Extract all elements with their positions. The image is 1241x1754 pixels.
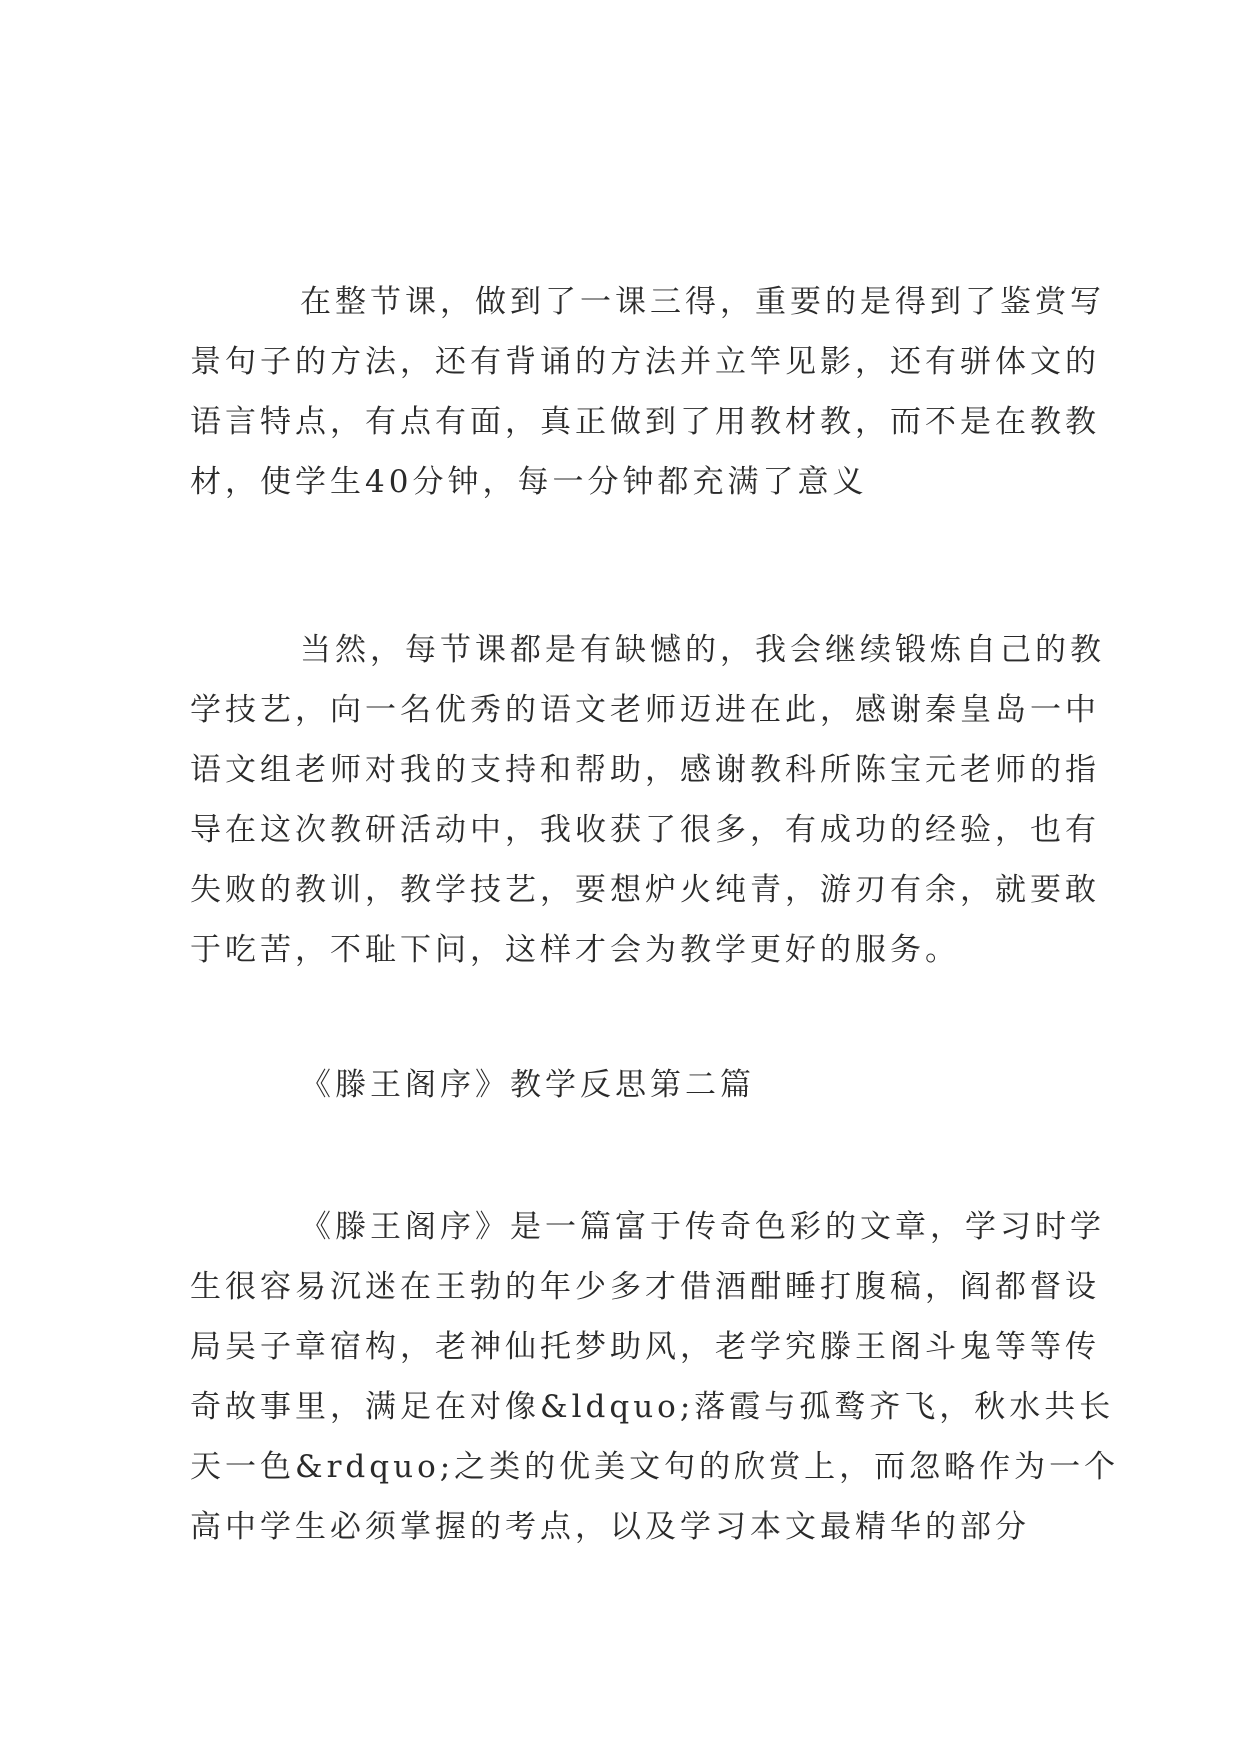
paragraph-line: 景句子的方法，还有背诵的方法并立竿见影，还有骈体文的 [190,344,1100,380]
paragraph-line: 失败的教训，教学技艺，要想炉火纯青，游刃有余，就要敢 [190,872,1100,908]
paragraph-line: 局吴子章宿构，老神仙托梦助风，老学究滕王阁斗鬼等等传 [190,1329,1100,1365]
paragraph-line: 当然，每节课都是有缺憾的，我会继续锻炼自己的教 [300,632,1105,668]
paragraph-line: 导在这次教研活动中，我收获了很多，有成功的经验，也有 [190,812,1100,848]
paragraph-line: 天一色&rdquo;之类的优美文句的欣赏上，而忽略作为一个 [190,1449,1120,1485]
paragraph-line: 于吃苦，不耻下问，这样才会为教学更好的服务。 [190,932,960,968]
paragraph-line: 在整节课，做到了一课三得，重要的是得到了鉴赏写 [300,284,1105,320]
paragraph-line: 材，使学生40分钟，每一分钟都充满了意义 [190,464,868,500]
paragraph-line: 学技艺，向一名优秀的语文老师迈进在此，感谢秦皇岛一中 [190,692,1100,728]
paragraph-acknowledgements [190,620,1105,980]
paragraph-line: 生很容易沉迷在王勃的年少多才借酒酣睡打腹稿，阎都督设 [190,1269,1100,1305]
paragraph-reflection-summary [190,272,1105,512]
paragraph-second-reflection [190,1197,1120,1557]
paragraph-line: 语文组老师对我的支持和帮助，感谢教科所陈宝元老师的指 [190,752,1100,788]
paragraph-line: 语言特点，有点有面，真正做到了用教材教，而不是在教教 [190,404,1100,440]
paragraph-line: 高中学生必须掌握的考点，以及学习本文最精华的部分 [190,1509,1030,1545]
paragraph-line: 奇故事里，满足在对像&ldquo;落霞与孤鹜齐飞，秋水共长 [190,1389,1115,1425]
paragraph-line: 《滕王阁序》是一篇富于传奇色彩的文章，学习时学 [300,1209,1105,1245]
section-heading: 《滕王阁序》教学反思第二篇 [300,1067,755,1103]
